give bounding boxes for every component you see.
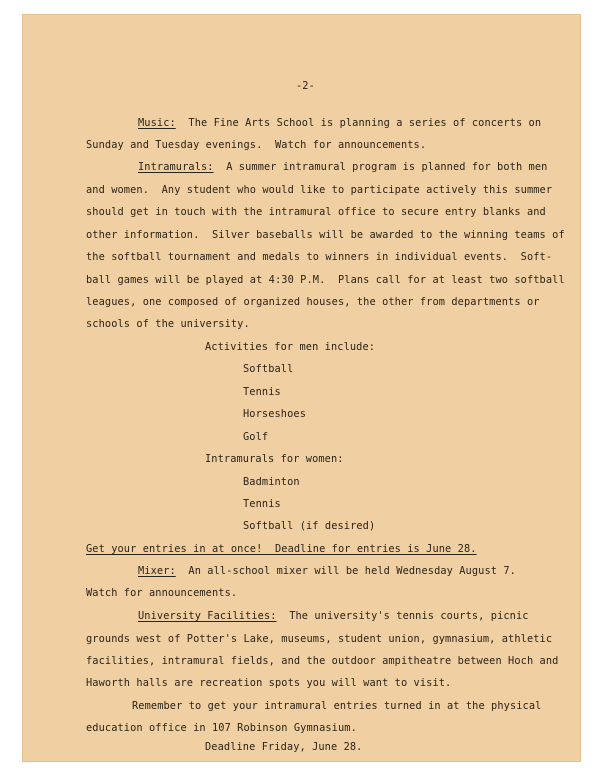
- facilities-heading: University Facilities:: [138, 610, 277, 622]
- music-text: The Fine Arts School is planning a series of concerts on: [175, 117, 542, 129]
- mixer-text: An all-school mixer will be held Wednesday August 7.: [175, 565, 516, 577]
- page-number: -2-: [296, 80, 315, 92]
- intramurals-line: ball games will be played at 4:30 P.M. Plans call for at least two softball: [86, 274, 565, 286]
- facilities-line: grounds west of Potter's Lake, museums, student union, gymnasium, athletic: [86, 633, 553, 645]
- women-activity-item: Badminton: [243, 476, 300, 488]
- mixer-heading: Mixer:: [138, 565, 176, 577]
- reminder-line-2: education office in 107 Robinson Gymnasium.: [86, 722, 357, 734]
- music-paragraph-line-1: [138, 117, 541, 130]
- final-deadline: Deadline Friday, June 28.: [205, 741, 363, 753]
- facilities-text: The university's tennis courts, picnic: [276, 610, 529, 622]
- intramurals-line: should get in touch with the intramural office to secure entry blanks and: [86, 206, 546, 218]
- men-activity-item: Tennis: [243, 386, 281, 398]
- intramurals-line: schools of the university.: [86, 318, 250, 330]
- intramurals-text: A summer intramural program is planned for both men: [213, 161, 548, 173]
- facilities-line: facilities, intramural fields, and the outdoor ampitheatre between Hoch and: [86, 655, 559, 667]
- intramurals-paragraph-line-1: [138, 161, 547, 174]
- mixer-paragraph-line-2: Watch for announcements.: [86, 587, 238, 599]
- intramurals-heading: Intramurals:: [138, 161, 214, 173]
- facilities-paragraph-line-1: [138, 610, 529, 623]
- facilities-line: Haworth halls are recreation spots you will want to visit.: [86, 677, 452, 689]
- men-activity-item: Horseshoes: [243, 408, 306, 420]
- women-activities-title: Intramurals for women:: [205, 453, 344, 465]
- men-activity-item: Softball: [243, 363, 294, 375]
- intramurals-line: the softball tournament and medals to winners in individual events. Soft-: [86, 251, 553, 263]
- mixer-paragraph-line-1: [138, 565, 516, 578]
- men-activity-item: Golf: [243, 431, 269, 443]
- intramurals-line: other information. Silver baseballs will be awarded to the winning teams of: [86, 229, 565, 241]
- entries-deadline-notice: Get your entries in at once! Deadline for entries is June 28.: [86, 543, 477, 555]
- women-activity-item: Softball (if desired): [243, 520, 376, 532]
- music-heading: Music:: [138, 117, 176, 129]
- intramurals-line: leagues, one composed of organized houses, the other from departments or: [86, 296, 540, 308]
- men-activities-title: Activities for men include:: [205, 341, 376, 353]
- intramurals-line: and women. Any student who would like to participate actively this summer: [86, 184, 553, 196]
- music-paragraph-line-2: Sunday and Tuesday evenings. Watch for announcements.: [86, 139, 427, 151]
- women-activity-item: Tennis: [243, 498, 281, 510]
- reminder-line-1: Remember to get your intramural entries turned in at the physical: [132, 700, 542, 712]
